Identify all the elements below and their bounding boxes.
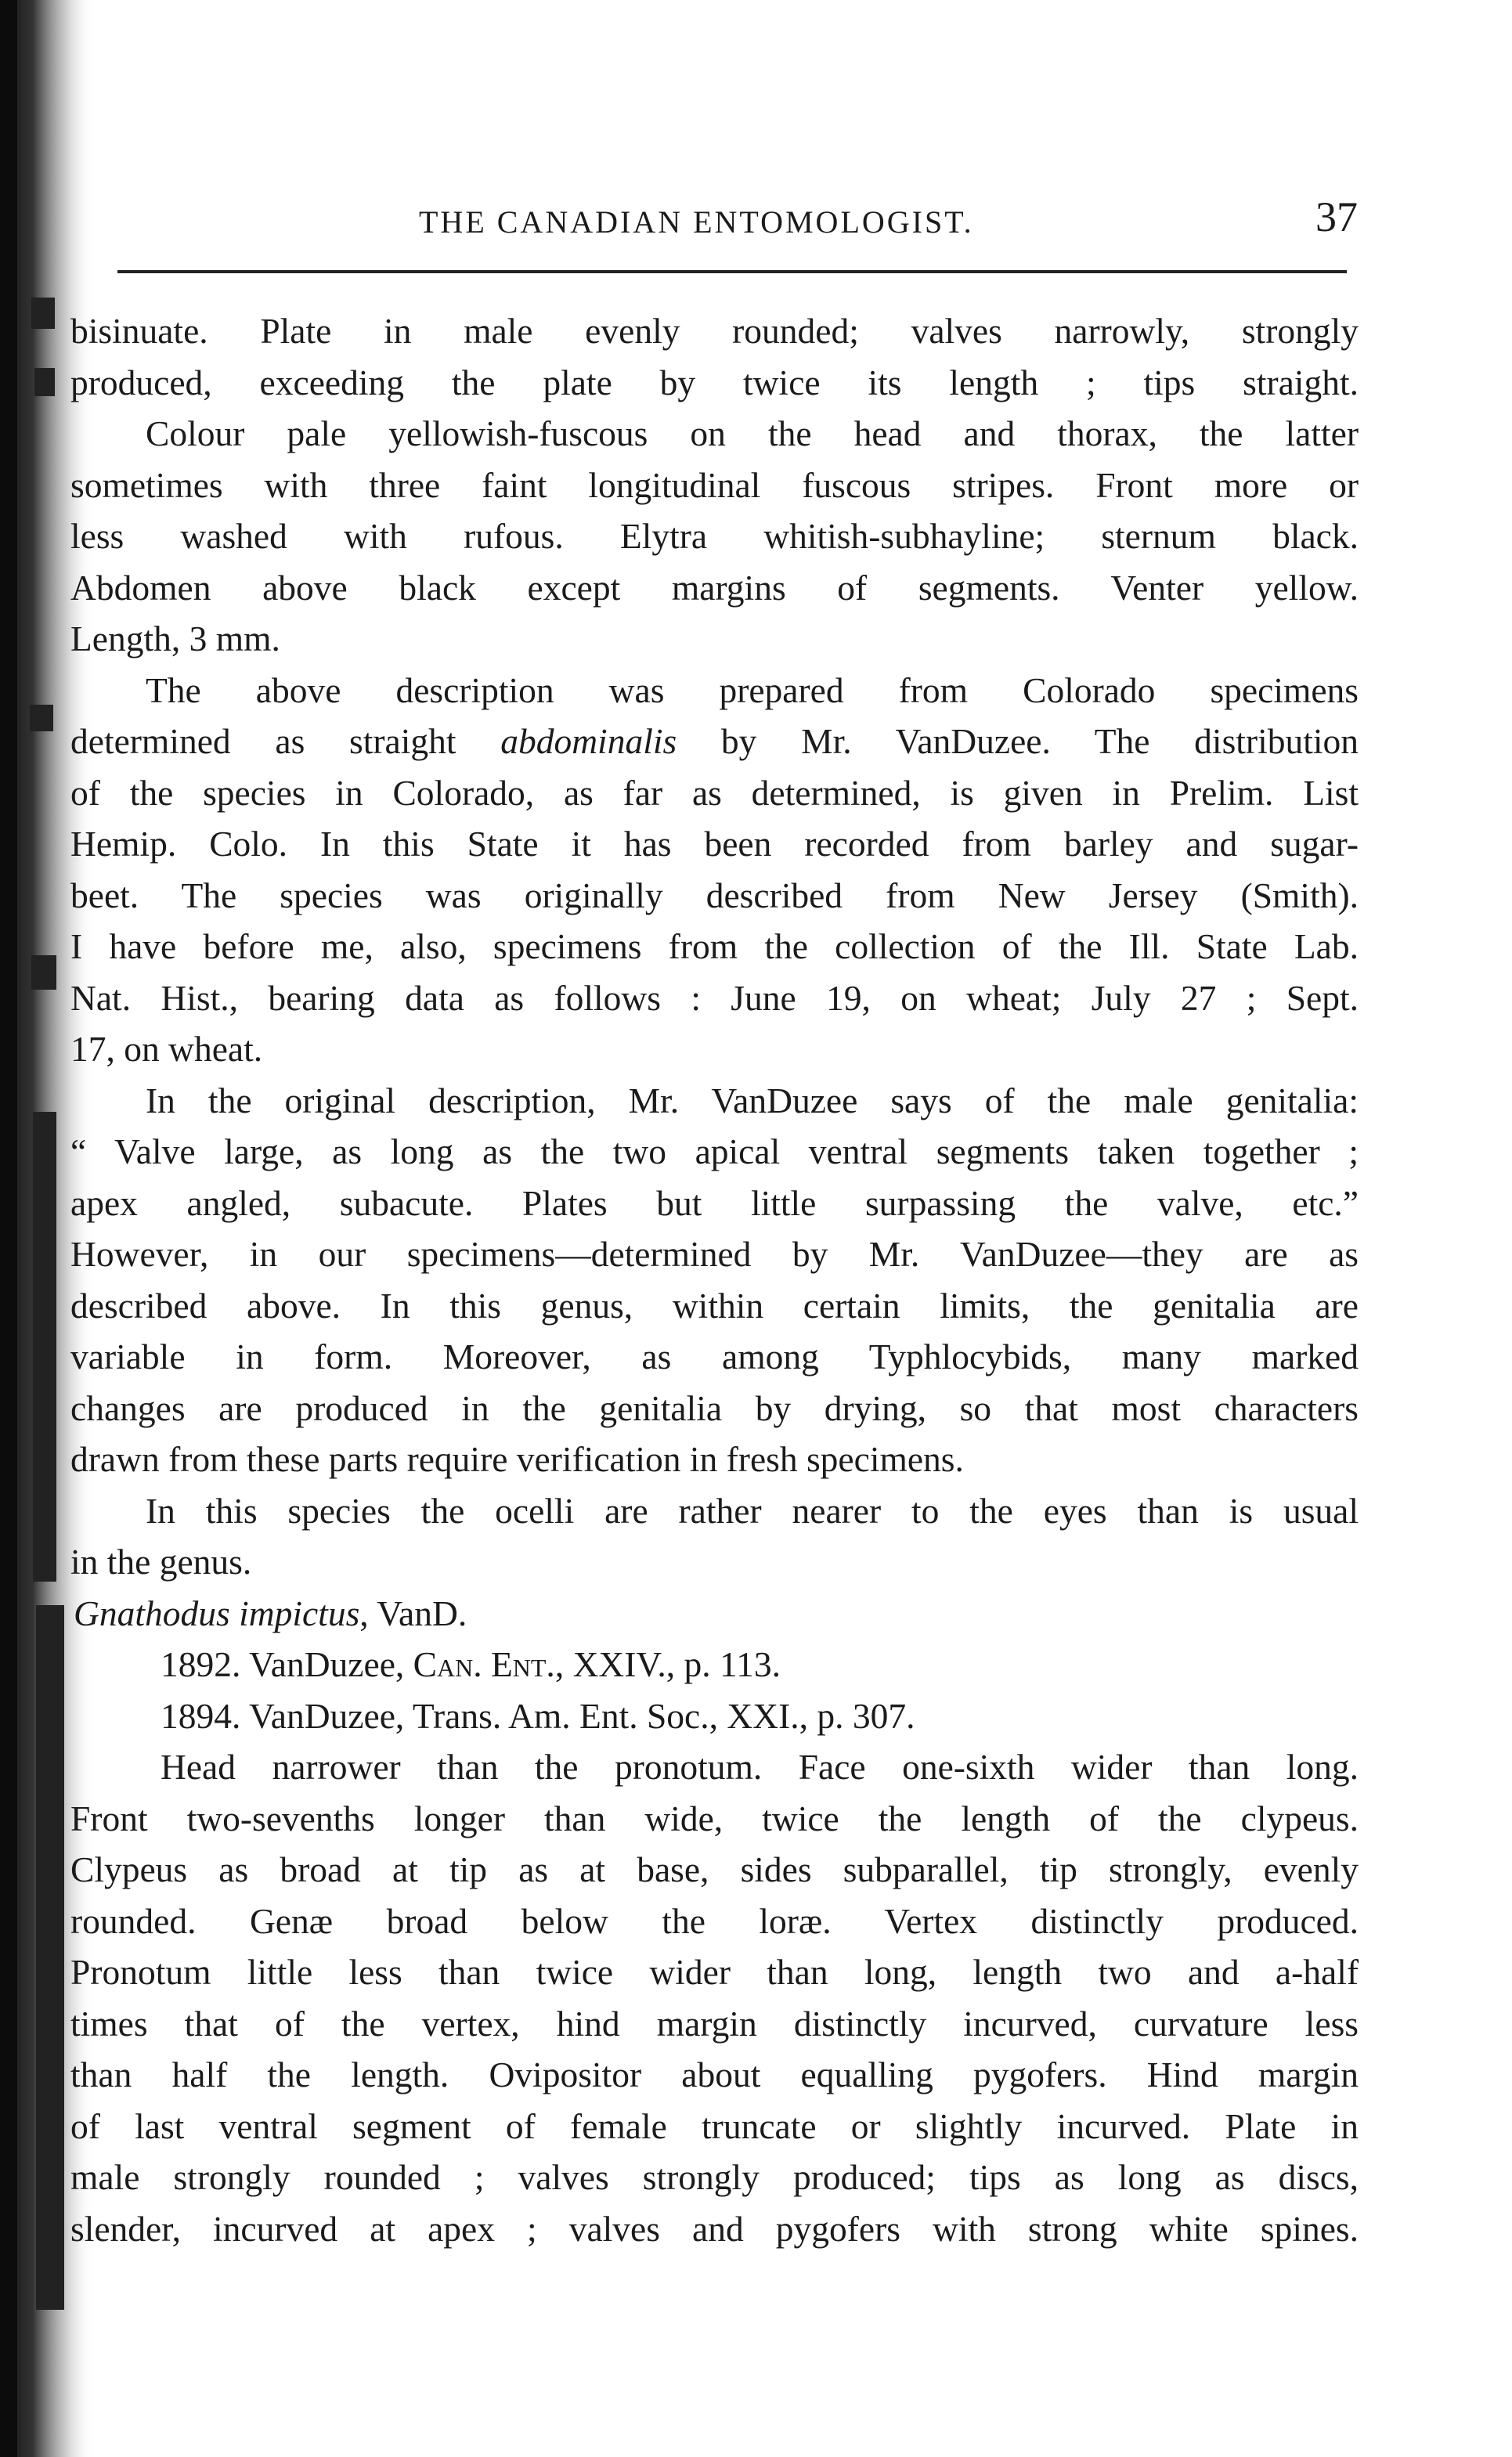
species-heading xyxy=(70,1588,1359,1640)
text-line: sometimes with three faint longitudinal fuscous stripes. Front more or xyxy=(70,464,1359,505)
text-line: “ Valve large, as long as the two apical ventral segments taken together ; xyxy=(70,1131,1359,1171)
text-line: Length, 3 mm. xyxy=(70,619,280,658)
description-line: Head narrower than the pronotum. Face one-sixth wider than long. xyxy=(161,1747,1359,1787)
text-line: of the species in Colorado, as far as determined, is given in Prelim. List xyxy=(70,772,1359,813)
text-line: drawn from these parts require verification in fresh specimens. xyxy=(70,1439,964,1479)
text-line: 17, on wheat. xyxy=(70,1029,263,1069)
text-fragment: by Mr. VanDuzee. The distribution xyxy=(677,721,1359,761)
text-line: apex angled, subacute. Plates but little surpassing the valve, etc.” xyxy=(70,1182,1359,1223)
species-epithet: impictus xyxy=(239,1593,360,1633)
text-line: Hemip. Colo. In this State it has been recorded from barley and sugar- xyxy=(70,824,1359,864)
text-fragment: determined as straight xyxy=(70,721,501,761)
text-line: However, in our specimens—determined by Mr. VanDuzee—they are as xyxy=(70,1234,1359,1274)
reference-text: VanDuzee, xyxy=(248,1644,413,1684)
text-line: Abdomen above black except margins of segments. Venter yellow. xyxy=(70,567,1359,608)
reference-line xyxy=(70,1690,1359,1742)
reference-text: VanDuzee, Trans. Am. Ent. Soc., XXI., p. 307. xyxy=(248,1695,915,1736)
page-header xyxy=(0,188,1512,243)
header-rule xyxy=(117,270,1347,273)
text-line: in the genus. xyxy=(70,1542,252,1582)
page-text xyxy=(70,305,1359,2254)
text-line: In this species the ocelli are rather nearer to the eyes than is usual xyxy=(146,1490,1359,1531)
text-line: In the original description, Mr. VanDuzee says of the male genitalia: xyxy=(146,1080,1359,1120)
species-name-italic: abdominalis xyxy=(500,721,677,761)
text-line-with-italic xyxy=(70,716,1359,767)
reference-year: 1892. xyxy=(161,1644,241,1684)
text-line: Colour pale yellowish-fuscous on the head and thorax, the latter xyxy=(146,413,1359,453)
text-line: variable in form. Moreover, as among Typhlocybids, many marked xyxy=(70,1337,1359,1376)
text-line: produced, exceeding the plate by twice its length ; tips straight. xyxy=(70,362,1359,402)
text-line: changes are produced in the genitalia by drying, so that most characters xyxy=(70,1387,1359,1428)
text-line: described above. In this genus, within certain limits, the genitalia are xyxy=(70,1285,1359,1326)
description-line: rounded. Genæ broad below the loræ. Vertex distinctly produced. xyxy=(70,1900,1359,1941)
description-line: Clypeus as broad at tip as at base, sides subparallel, tip strongly, evenly xyxy=(70,1849,1359,1889)
reference-journal: Can. Ent. xyxy=(413,1644,555,1684)
description-line: of last ventral segment of female truncate or slightly incurved. Plate in xyxy=(70,2105,1359,2146)
text-line: The above description was prepared from Colorado specimens xyxy=(146,669,1359,710)
species-author: , VanD. xyxy=(359,1593,467,1633)
text-line: Nat. Hist., bearing data as follows : June 19, on wheat; July 27 ; Sept. xyxy=(70,977,1359,1018)
description-line: male strongly rounded ; valves strongly produced; tips as long as discs, xyxy=(70,2157,1359,2197)
reference-year: 1894. xyxy=(161,1695,241,1736)
text-line: I have before me, also, specimens from the collection of the Ill. State Lab. xyxy=(70,926,1359,966)
description-line: Front two-sevenths longer than wide, twice the length of the clypeus. xyxy=(70,1798,1359,1838)
text-line: less washed with rufous. Elytra whitish-subhayline; sternum black. xyxy=(70,516,1359,556)
description-line: slender, incurved at apex ; valves and pygofers with strong white spines. xyxy=(70,2208,1359,2249)
text-line: beet. The species was originally described from New Jersey (Smith). xyxy=(70,875,1359,915)
description-line: times that of the vertex, hind margin distinctly incurved, curvature less xyxy=(70,2003,1359,2044)
genus-name: Gnathodus xyxy=(74,1593,230,1633)
running-title: THE CANADIAN ENTOMOLOGIST. xyxy=(419,204,974,240)
reference-line xyxy=(70,1639,1359,1690)
description-line: than half the length. Ovipositor about equalling pygofers. Hind margin xyxy=(70,2055,1359,2094)
description-line: Pronotum little less than twice wider than long, length two and a-half xyxy=(70,1952,1359,1992)
page-number: 37 xyxy=(1315,193,1358,240)
reference-rest: , XXIV., p. 113. xyxy=(554,1644,781,1684)
text-line: bisinuate. Plate in male evenly rounded; valves narrowly, strongly xyxy=(70,311,1359,351)
